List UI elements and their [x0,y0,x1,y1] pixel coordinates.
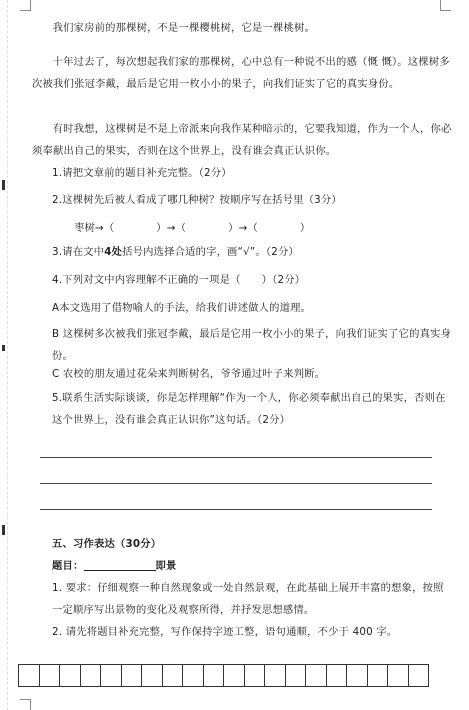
essay-writing-grid[interactable] [18,664,429,687]
question-3: 3.请在文中4处括号内选择合适的字，画“√”。（2分） [52,246,299,258]
section-5-title: 五、习作表达（30分） [52,538,162,550]
question-1: 1.请把文章前的题目补充完整。（2分） [52,167,232,179]
passage-paragraph-3: 有时我想，这棵树是不是上帝派来向我作某种暗示的，它要我知道，作为一个人，你必须奉献出自己的果实，否则在这个世界上，没有谁会真正认识你。 [32,123,452,157]
requirement-1: 1. 要求：仔细观察一种自然现象或一处自然景观，在此基础上展开丰富的想象，按照一定顺序写出景物的变化及观察所得，并抒发思想感情。 [52,582,444,616]
passage-paragraph-2: 十年过去了，每次想起我们家的那棵树，心中总有一种说不出的感（慨 慨）。这棵树多次被我们张冠李戴，最后是它用一枚小小的果子，向我们证实了它的真实身份。 [32,56,450,90]
question-4-option-c: C 农校的朋友通过花朵来判断树名，爷爷通过叶子来判断。 [52,368,326,380]
question-2-answer-chain: 枣树→（ ）→（ ）→（ ） [74,222,311,234]
essay-topic: 题目： 即景 [52,560,177,572]
margin-mark [2,180,5,190]
answer-line[interactable] [40,483,432,484]
page-corner-mark [20,699,31,710]
topic-blank[interactable] [84,558,156,571]
margin-mark [2,345,5,351]
answer-line[interactable] [40,457,432,458]
passage-paragraph-1: 我们家房前的那棵树，不是一棵樱桃树，它是一棵桃树。 [52,22,316,34]
page-corner-mark [440,0,451,11]
question-2: 2.这棵树先后被人看成了哪几种树？按顺序写在括号里（3分） [52,194,342,206]
answer-line[interactable] [40,509,432,510]
page-corner-mark [20,0,31,11]
binding-margin-line [7,0,9,710]
margin-mark [2,525,5,535]
question-4: 4.下列对文中内容理解不正确的一项是（ ）（2分） [52,274,306,286]
question-4-option-b: B 这棵树多次被我们张冠李戴，最后是它用一枚小小的果子，向我们证实了它的真实身份。 [52,328,452,362]
requirement-2: 2. 请先将题目补充完整，写作保持字迹工整，语句通顺，不少于 400 字。 [52,626,398,638]
question-5: 5.联系生活实际谈谈，你是怎样理解“作为一个人，你必须奉献出自己的果实，否则在这个世界上，没有谁会真正认识你”这句话。（2分） [52,392,446,426]
question-4-option-a: A本文选用了借物喻人的手法，给我们讲述做人的道理。 [52,302,312,314]
